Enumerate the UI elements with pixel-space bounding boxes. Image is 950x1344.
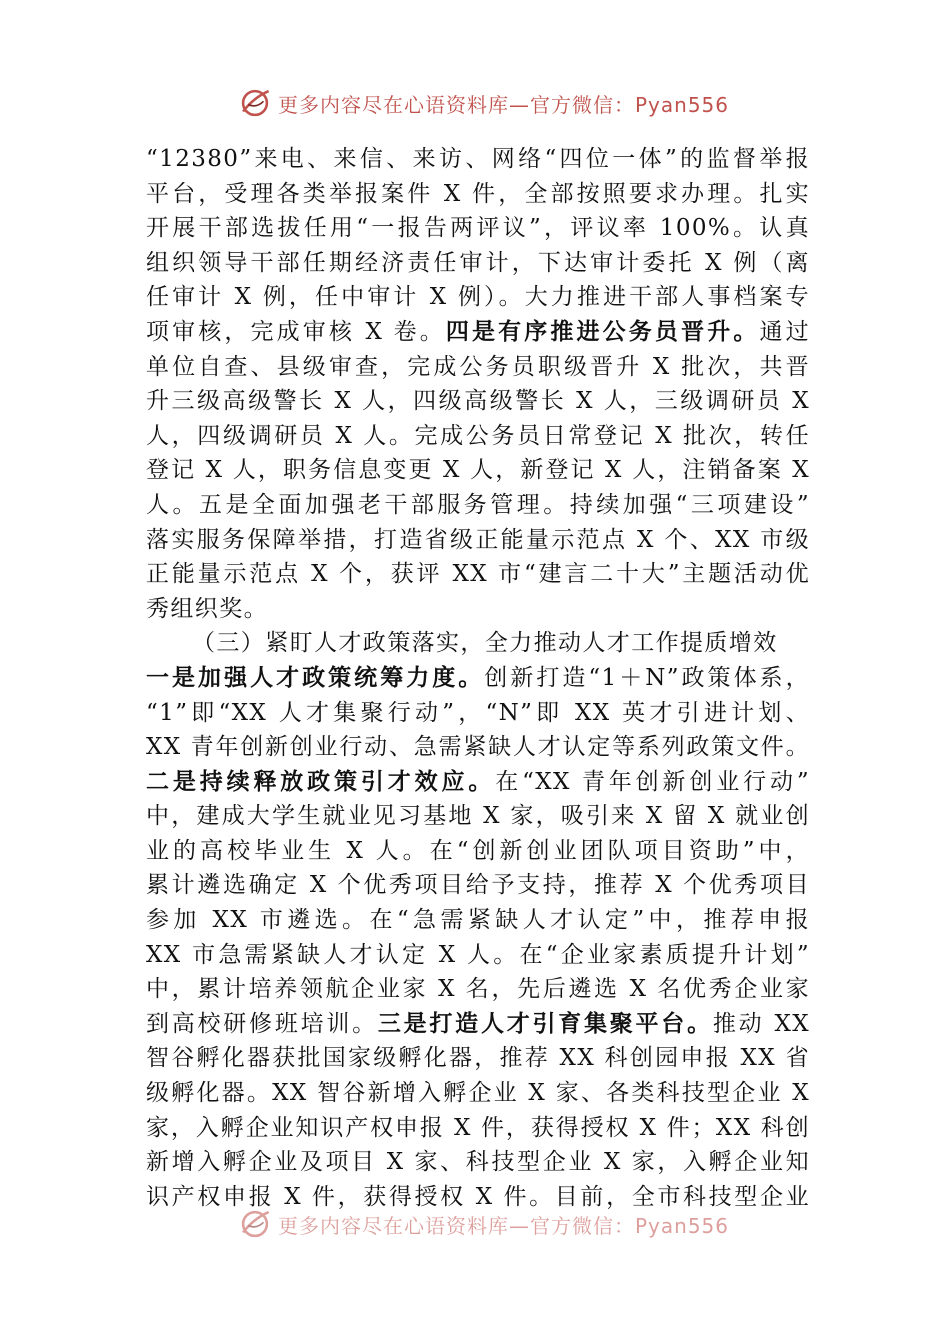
bold-lead-phrase: 一是加强人才政策统筹力度。 [146,663,485,691]
paragraph-1 [146,142,810,626]
text-line [146,488,810,523]
text-line [146,1145,810,1180]
watermark-text: 更多内容尽在心语资料库—官方微信：Pyan556 [278,1213,730,1238]
bold-lead-phrase: 四是有序推进公务员晋升。 [445,317,760,345]
text-line [146,868,810,903]
text-line [146,211,810,246]
text-line [146,661,810,696]
text-line [146,799,810,834]
text-line [146,246,810,281]
text-run: 登记 X 人，职务信息变更 X 人，新登记 X 人，注销备案 X [146,457,810,484]
bold-lead-phrase: 二是持续释放政策引才效应。 [146,767,496,795]
text-line [146,592,810,627]
text-line [146,972,810,1007]
watermark-logo-icon [238,86,272,120]
text-line [146,903,810,938]
text-run: 项审核，完成审核 X 卷。 [146,318,446,345]
text-run: 智谷孵化器获批国家级孵化器，推荐 XX 科创园申报 XX 省 [146,1045,810,1072]
text-line [146,280,810,315]
text-run: 落实服务保障举措，打造省级正能量示范点 X 个、XX 市级 [146,526,810,553]
text-run: 到高校研修班培训。 [146,1010,378,1037]
text-line [146,142,810,177]
text-run: 识产权申报 X 件，获得授权 X 件。目前，全市科技型企业 [146,1183,810,1210]
text-run: XX 市急需紧缺人才认定 X 人。在“企业家素质提升计划” [146,941,810,968]
document-body [146,142,810,1214]
text-run: 人，四级调研员 X 人。完成公务员日常登记 X 批次，转任 [146,422,810,449]
text-run: 业的高校毕业生 X 人。在“创新创业团队项目资助”中， [146,837,810,864]
text-run: 组织领导干部任期经济责任审计，下达审计委托 X 例（离 [146,249,810,276]
header-watermark [238,86,758,120]
text-line [146,1076,810,1111]
text-line [146,1041,810,1076]
text-run: XX 青年创新创业行动、急需紧缺人才认定等系列政策文件。 [146,734,810,761]
bold-lead-phrase: 三是打造人才引育集聚平台。 [377,1009,713,1037]
text-run: 任审计 X 例，任中审计 X 例）。大力推进干部人事档案专 [146,284,810,311]
text-line [146,177,810,212]
text-line [146,419,810,454]
text-line [146,1111,810,1146]
text-run: 累计遴选确定 X 个优秀项目给予支持，推荐 X 个优秀项目 [146,872,810,899]
text-run: 开展干部选拔任用“一报告两评议”，评议率 100%。认真 [146,215,810,242]
text-run: 升三级高级警长 X 人，四级高级警长 X 人，三级调研员 X [146,388,810,415]
text-run: 推动 XX [712,1010,810,1037]
text-run: 家，入孵企业知识产权申报 X 件，获得授权 X 件；XX 科创 [146,1114,810,1141]
text-line [146,315,810,350]
text-run: 中，建成大学生就业见习基地 X 家，吸引来 X 留 X 就业创 [146,803,810,830]
text-run: 参加 XX 市遴选。在“急需紧缺人才认定”中，推荐申报 [146,907,810,934]
text-run: 人。五是全面加强老干部服务管理。持续加强“三项建设” [146,491,810,518]
text-line [146,523,810,558]
text-run: 通过 [759,318,810,345]
text-run: 平台，受理各类举报案件 X 件，全部按照要求办理。扎实 [146,180,810,207]
text-line [146,384,810,419]
footer-watermark [238,1207,758,1241]
text-line [146,730,810,765]
text-line [146,1007,810,1042]
paragraph-2 [146,661,810,1215]
text-run: 新增入孵企业及项目 X 家、科技型企业 X 家，入孵企业知 [146,1149,810,1176]
text-run: “1”即“XX 人才集聚行动”，“N”即 XX 英才引进计划、 [146,699,810,726]
text-line [146,453,810,488]
watermark-logo-icon [238,1207,272,1241]
text-run: 正能量示范点 X 个，获评 XX 市“建言二十大”主题活动优 [146,561,810,588]
text-line [146,350,810,385]
text-run: 秀组织奖。 [146,595,268,622]
text-run: 创新打造“1＋N”政策体系， [484,664,810,691]
section-heading: （三）紧盯人才政策落实，全力推动人才工作提质增效 [192,630,778,657]
text-line [146,938,810,973]
text-run: 单位自查、县级审查，完成公务员职级晋升 X 批次，共晋 [146,353,810,380]
text-run: 在“XX 青年创新创业行动” [495,768,810,795]
text-run: “12380”来电、来信、来访、网络“四位一体”的监督举报 [146,146,810,172]
text-run: 中，累计培养领航企业家 X 名，先后遴选 X 名优秀企业家 [146,976,810,1003]
text-line [146,557,810,592]
text-line [146,696,810,731]
text-line [146,834,810,869]
text-run: 级孵化器。XX 智谷新增入孵企业 X 家、各类科技型企业 X [146,1080,810,1107]
watermark-text: 更多内容尽在心语资料库—官方微信：Pyan556 [278,92,730,117]
text-line [146,765,810,800]
